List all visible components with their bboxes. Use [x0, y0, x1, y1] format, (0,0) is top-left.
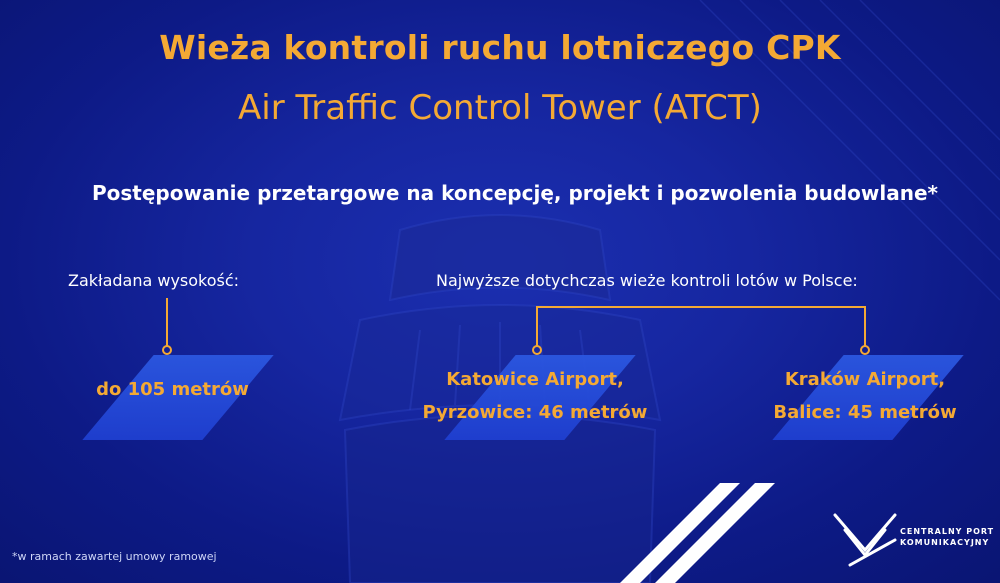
- katowice-height: Pyrzowice: 46 metrów: [422, 402, 648, 423]
- comparison-bracket-top: [536, 306, 866, 308]
- height-label: Zakładana wysokość:: [68, 271, 240, 290]
- comparison-label: Najwyższe dotychczas wieże kontroli lotów w Polsce:: [436, 271, 858, 290]
- title-polish: Wieża kontroli ruchu lotniczego CPK: [159, 28, 841, 67]
- logo-line-2: KOMUNIKACYJNY: [900, 538, 990, 547]
- cpk-logo-text: [900, 526, 994, 548]
- comparison-bracket-left: [536, 306, 538, 346]
- title-english: Air Traffic Control Tower (ATCT): [238, 88, 762, 128]
- krakow-name: Kraków Airport,: [784, 369, 946, 390]
- katowice-name: Katowice Airport,: [446, 369, 624, 390]
- logo-line-1: CENTRALNY PORT: [900, 527, 995, 536]
- height-connector-dot: [162, 345, 172, 355]
- height-value: do 105 metrów: [96, 379, 249, 400]
- decorative-stripes: [600, 480, 800, 583]
- comparison-bracket-right: [864, 306, 866, 346]
- katowice-connector-dot: [532, 345, 542, 355]
- krakow-connector-dot: [860, 345, 870, 355]
- height-connector-line: [166, 298, 168, 346]
- krakow-height: Balice: 45 metrów: [773, 402, 957, 423]
- footnote: *w ramach zawartej umowy ramowej: [12, 550, 217, 563]
- tender-subtitle: Postępowanie przetargowe na koncepcję, projekt i pozwolenia budowlane*: [91, 181, 939, 205]
